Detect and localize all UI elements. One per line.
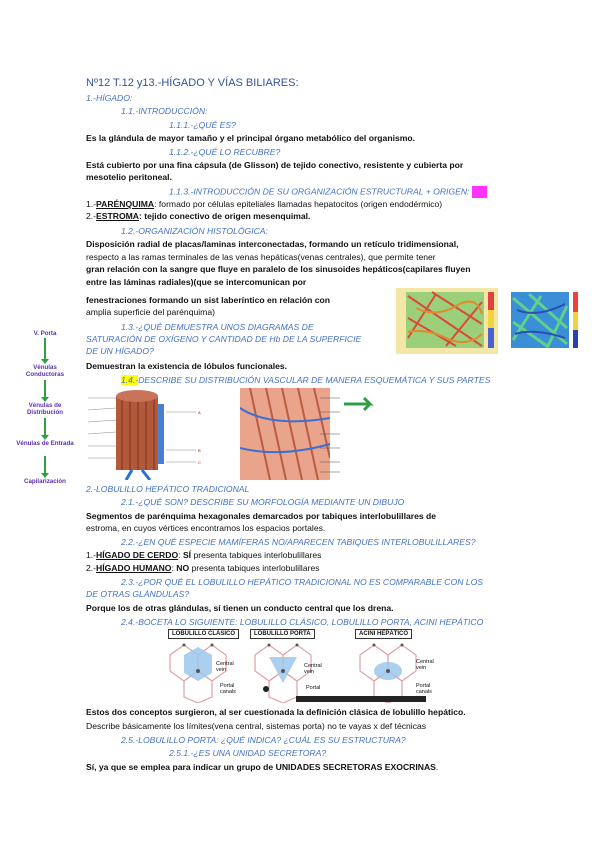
flow-capilarizacion: Capilarización (24, 478, 66, 485)
heading-diagramas-c: DE UN HÍGADO? (86, 346, 154, 356)
item-answer: SÍ (182, 550, 192, 560)
oxygen-saturation-map-graphic (396, 288, 498, 354)
item-number: 2.- (86, 211, 97, 221)
flow-arrow (44, 380, 46, 398)
flow-arrow (44, 338, 46, 360)
item-higado-cerdo (86, 550, 321, 561)
magenta-highlight-box (472, 186, 487, 198)
heading-lobulillo-porta: 2.5.-LOBULILLO PORTA: ¿QUÉ INDICA? ¿CUÁL ES SU ESTRUCTURA? (121, 735, 406, 745)
heading-organizacion-estructural-text: 1.1.3.-INTRODUCCIÓN DE SU ORGANIZACIÓN ESTRUCTURAL + ORIGEN: (169, 186, 470, 197)
para-segmentos-1: Segmentos de parénquima hexagonales demarcados por tabiques interlobulillares de (86, 511, 437, 521)
item-number: 1.- (86, 199, 97, 209)
label-portal-canals-1: Portal canals (220, 683, 236, 695)
heading-por-que-b: DE OTRAS GLÁNDULAS? (86, 589, 190, 599)
svg-text:B: B (198, 448, 201, 453)
para-histo-3: gran relación con la sangre que fluye en paralelo de los sinusoides hepáticos(capilares fluyen (86, 264, 471, 274)
term-higado-humano: HÍGADO HUMANO (96, 563, 172, 573)
item-answer: NO (176, 563, 190, 573)
item-text: presenta tabiques interlobulillares (191, 550, 322, 560)
item-estroma (86, 211, 310, 222)
highlighted-number: 1.4.- (121, 375, 139, 385)
heading-higado: 1.-HÍGADO: (86, 93, 133, 103)
lobule-types-diagram (160, 627, 445, 703)
para-histo-1: Disposición radial de placas/laminas interconectadas, formando un retículo tridimensional, (86, 239, 459, 249)
item-number: 1.- (86, 550, 97, 560)
heading-distribucion-vascular-text: DESCRIBE SU DISTRIBUCIÓN VASCULAR DE MANERA ESQUEMÁTICA Y SUS PARTES (138, 375, 491, 385)
svg-text:A: A (198, 410, 201, 415)
flow-v-porta: V. Porta (33, 330, 57, 337)
para-conceptos: Estos dos conceptos surgieron, al ser cuestionada la definición clásica de lobulillo hepático. (86, 707, 466, 717)
svg-text:C: C (198, 460, 201, 465)
label-central-vein-3: Central vein (416, 659, 434, 671)
para-recubre-1: Está cubierto por una fina cápsula (de Glisson) de tejido conectivo, resistente y cubierta por (86, 160, 464, 170)
heading-diagramas-b: SATURACIÓN DE OXÍGENO Y CANTIDAD DE Hb DE LA SUPERFICIE (86, 334, 362, 344)
flow-venulas-entrada: Vénulas de Entrada (16, 440, 74, 447)
heading-que-son: 2.1.-¿QUÉ SON? DESCRIBE SU MORFOLOGÍA MEDIANTE UN DIBUJO (121, 497, 405, 507)
page-title: Nº12 T.12 y13.-HÍGADO Y VÍAS BILIARES: (86, 77, 299, 89)
hepatic-sinusoid-graphic (240, 388, 380, 480)
heading-por-que-a: 2.3.-¿POR QUÉ EL LOBULILLO HEPÁTICO TRADICIONAL NO ES COMPARABLE CON LOS (121, 577, 483, 587)
hepatic-sinusoid-diagram (240, 388, 380, 480)
heading-lobulillo-tradicional: 2.-LOBULILLO HEPÁTICO TRADICIONAL (86, 484, 250, 494)
oxygen-saturation-map (396, 288, 498, 354)
hemoglobin-map (507, 288, 583, 354)
term-estroma: ESTROMA (96, 211, 139, 221)
flow-venulas-distribucion: Vénulas de Distribución (26, 402, 64, 416)
heading-organizacion-estructural (169, 186, 487, 198)
item-number: 2.- (86, 563, 97, 573)
heading-distribucion-vascular (121, 375, 490, 386)
para-segmentos-2: estroma, en cuyos vértices encontramos los espacios portales. (86, 523, 326, 533)
para-histo-5: fenestraciones formando un sist laberíntico en relación con (86, 295, 331, 305)
heading-diagramas-a: 1.3.-¿QUÉ DEMUESTRA UNOS DIAGRAMAS DE (121, 322, 314, 332)
label-lobulillo-porta: LOBULILLO PORTA (250, 629, 315, 639)
heading-unidad-secretora: 2.5.1.-¿ES UNA UNIDAD SECRETORA? (169, 748, 327, 758)
label-portal-canals-2: Portal canals (416, 683, 432, 695)
flow-arrow (44, 418, 46, 436)
label-central-vein-2: Central vein (304, 663, 322, 675)
term-parenquima: PARÉNQUIMA (96, 199, 155, 209)
para-si (86, 762, 438, 773)
heading-introduccion: 1.1.-INTRODUCCIÓN: (121, 106, 208, 116)
item-text: : formado por células epiteliales llamadas hepatocitos (origen endodérmico) (154, 199, 443, 209)
para-recubre-2: mesotelio peritoneal. (86, 172, 172, 182)
item-text: presenta tabiques interlobulillares (189, 563, 320, 573)
para-si-end: . (435, 762, 439, 772)
para-si-text: Sí, ya que se emplea para indicar un grupo de (86, 762, 276, 772)
hemoglobin-map-graphic (507, 288, 583, 354)
para-histo-6: amplia superficie del parénquima) (86, 307, 215, 317)
item-parenquima (86, 199, 442, 210)
liver-lobule-3d-graphic (86, 388, 238, 480)
para-demuestran: Demuestran la existencia de lóbulos funcionales. (86, 361, 288, 371)
para-que-es: Es la glándula de mayor tamaño y el principal órgano metabólico del organismo. (86, 133, 416, 143)
heading-que-lo-recubre: 1.1.2.-¿QUÉ LO RECUBRE? (169, 147, 281, 157)
label-central-vein-1: Central vein (216, 661, 234, 673)
liver-lobule-3d-diagram (86, 388, 238, 480)
item-higado-humano (86, 563, 320, 574)
label-portal: Portal (306, 685, 321, 691)
para-limites: Describe básicamente los límites(vena central, sistemas porta) no te vayas x def técnicas (86, 721, 427, 731)
flow-venulas-conductoras: Vénulas Conductoras (25, 364, 65, 378)
para-porque: Porque los de otras glándulas, sí tienen un conducto central que los drena. (86, 603, 394, 613)
item-colon: : (171, 563, 177, 573)
heading-que-es: 1.1.1.-¿QUÉ ES? (169, 120, 236, 130)
para-histo-4: entre las láminas radiales)(que se intercomunican por (86, 277, 307, 287)
flow-arrow (44, 456, 46, 474)
label-lobulillo-clasico: LOBULILLO CLÁSICO (168, 629, 239, 639)
term-unidades-secretoras: UNIDADES SECRETORAS EXOCRINAS (275, 762, 436, 772)
para-histo-2: respecto a las ramas terminales de las venas hepáticas(venas centrales), que permite tener (86, 252, 436, 262)
item-colon: : (178, 550, 183, 560)
item-text: : tejido conectivo de origen mesenquimal. (139, 211, 311, 221)
term-higado-cerdo: HÍGADO DE CERDO (96, 550, 179, 560)
heading-especie-mamiferas: 2.2.-¿EN QUÉ ESPECIE MAMÍFERAS NO/APARECEN TABIQUES INTERLOBULILLARES? (121, 537, 476, 547)
heading-boceta: 2.4.-BOCETA LO SIGUIENTE: LOBULILLO CLÁSICO, LOBULILLO PORTA, ACINI HEPÁTICO (121, 617, 484, 627)
heading-organizacion-histologica: 1.2.-ORGANIZACIÓN HISTOLÓGICA: (121, 226, 268, 236)
label-acini-hepatico: ACINI HEPÁTICO (355, 629, 412, 639)
